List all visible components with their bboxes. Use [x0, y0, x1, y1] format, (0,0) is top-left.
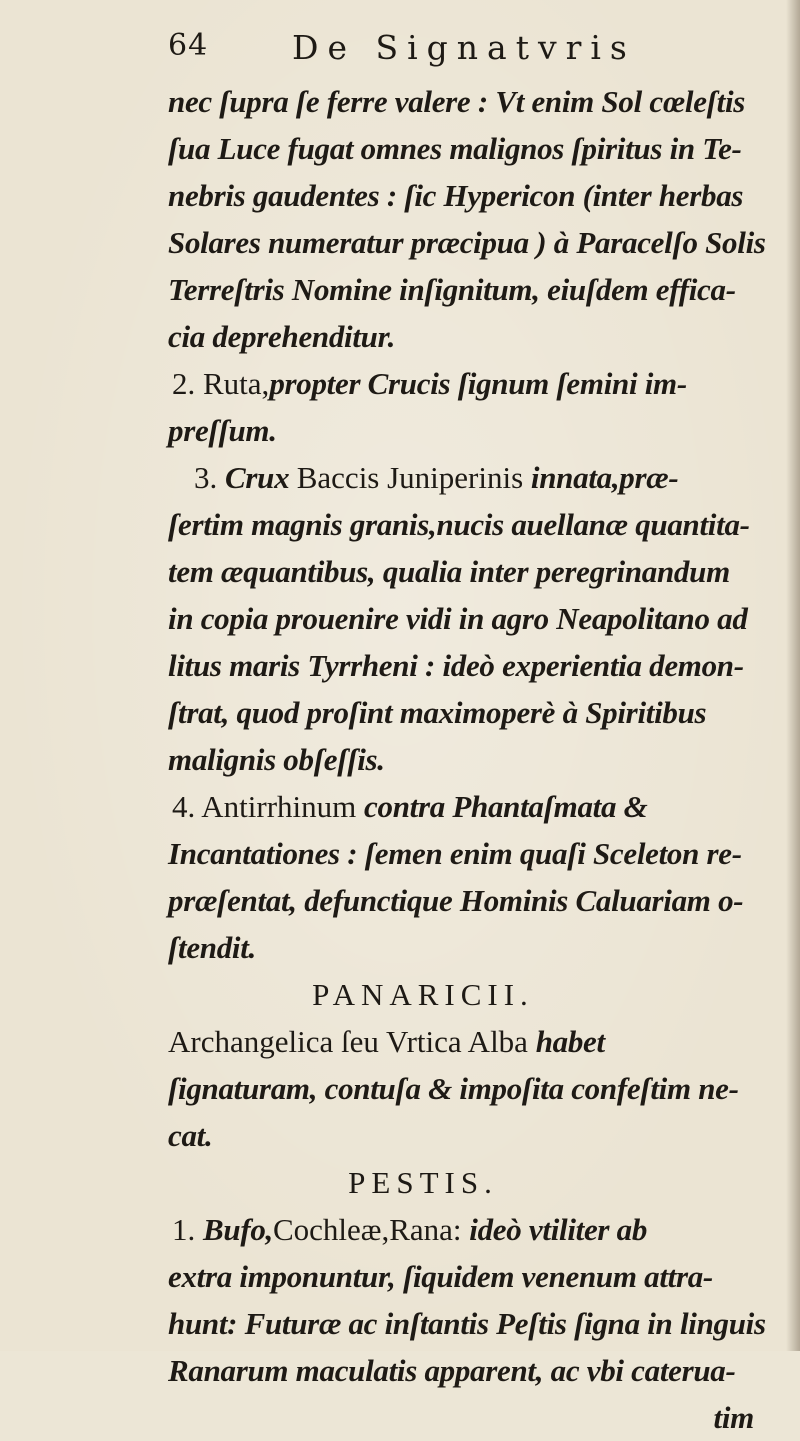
italic-text: habet — [535, 1024, 605, 1059]
roman-text: Baccis Juniperinis — [296, 460, 531, 495]
text-line — [168, 736, 798, 783]
italic-text: Bufo, — [203, 1212, 273, 1247]
roman-text: Ruta, — [203, 366, 270, 401]
text-line — [168, 313, 798, 360]
text-line — [168, 1253, 798, 1300]
italic-text: ſertim magnis granis,nucis auellanæ quantita- — [168, 507, 750, 542]
italic-text: cia deprehenditur. — [168, 319, 396, 354]
italic-text: Solares numeratur præcipua ) à Paracelſo Solis — [168, 225, 766, 260]
text-line — [168, 1394, 798, 1441]
text-line — [168, 78, 798, 125]
roman-text: Antirrhinum — [201, 789, 365, 824]
roman-text: 3. — [194, 460, 225, 495]
italic-text: extra imponuntur, ſiquidem venenum attra- — [168, 1259, 713, 1294]
italic-text: Terreſtris Nomine inſignitum, eiuſdem effica- — [168, 272, 736, 307]
roman-text: PESTIS. — [348, 1165, 498, 1200]
text-line — [168, 172, 798, 219]
text-line — [168, 454, 798, 501]
italic-text: ſtendit. — [168, 930, 257, 965]
roman-text: Archangelica ſeu Vrtica Alba — [168, 1024, 536, 1059]
italic-text: tim — [713, 1400, 754, 1435]
text-line — [168, 360, 798, 407]
text-line — [168, 830, 798, 877]
roman-text: PANARICII. — [312, 977, 534, 1012]
italic-text: Crux — [225, 460, 297, 495]
text-line — [168, 266, 798, 313]
italic-text: ideò vtiliter ab — [469, 1212, 648, 1247]
running-header — [168, 28, 688, 78]
text-line — [168, 1112, 798, 1159]
italic-text: tem æquantibus, qualia inter peregrinandum — [168, 554, 730, 589]
italic-text: preſſum. — [168, 413, 277, 448]
roman-text: 2. — [172, 366, 203, 401]
text-line — [168, 689, 798, 736]
italic-text: nebris gaudentes : ſic Hypericon (inter herbas — [168, 178, 744, 213]
text-line — [168, 1347, 798, 1394]
italic-text: Incantationes : ſemen enim quaſi Sceleton re- — [168, 836, 742, 871]
italic-text: propter Crucis ſignum ſemini im- — [269, 366, 687, 401]
page-number: 64 — [168, 28, 209, 63]
italic-text: præſentat, defunctique Hominis Caluariam o- — [168, 883, 744, 918]
italic-text: in copia prouenire vidi in agro Neapolitano ad — [168, 601, 748, 636]
text-line — [168, 1206, 798, 1253]
roman-text: 4. — [172, 789, 202, 824]
text-line — [168, 877, 798, 924]
italic-text: innata,præ- — [530, 460, 679, 495]
italic-text: hunt: Futuræ ac inſtantis Peſtis ſigna in linguis — [168, 1306, 766, 1341]
italic-text: contra Phantaſmata & — [364, 789, 648, 824]
text-line — [168, 125, 798, 172]
running-title: De Signatvris — [292, 28, 636, 67]
text-line — [168, 595, 798, 642]
italic-text: malignis obſeſſis. — [168, 742, 385, 777]
italic-text: cat. — [168, 1118, 213, 1153]
text-line — [168, 1300, 798, 1347]
roman-text: 1. — [172, 1212, 203, 1247]
text-line — [168, 1065, 798, 1112]
text-line — [168, 924, 798, 971]
italic-text: Ranarum maculatis apparent, ac vbi caterua- — [168, 1353, 736, 1388]
roman-text: Cochleæ,Rana: — [273, 1212, 470, 1247]
italic-text: ſua Luce fugat omnes malignos ſpiritus in Te- — [168, 131, 742, 166]
text-line — [168, 407, 798, 454]
text-line — [168, 783, 798, 830]
italic-text: ſtrat, quod proſint maximoperè à Spiritibus — [168, 695, 707, 730]
page-edge-shadow — [786, 0, 800, 1351]
section-heading — [168, 971, 798, 1018]
text-line — [168, 642, 798, 689]
text-line — [168, 501, 798, 548]
italic-text: litus maris Tyrrheni : ideò experientia demon- — [168, 648, 744, 683]
text-line — [168, 548, 798, 595]
italic-text: ſignaturam, contuſa & impoſita confeſtim ne- — [168, 1071, 739, 1106]
text-line — [168, 1018, 798, 1065]
section-heading — [168, 1159, 798, 1206]
body-text — [168, 78, 798, 1441]
text-line — [168, 219, 798, 266]
italic-text: nec ſupra ſe ferre valere : Vt enim Sol cœleſtis — [168, 84, 746, 119]
